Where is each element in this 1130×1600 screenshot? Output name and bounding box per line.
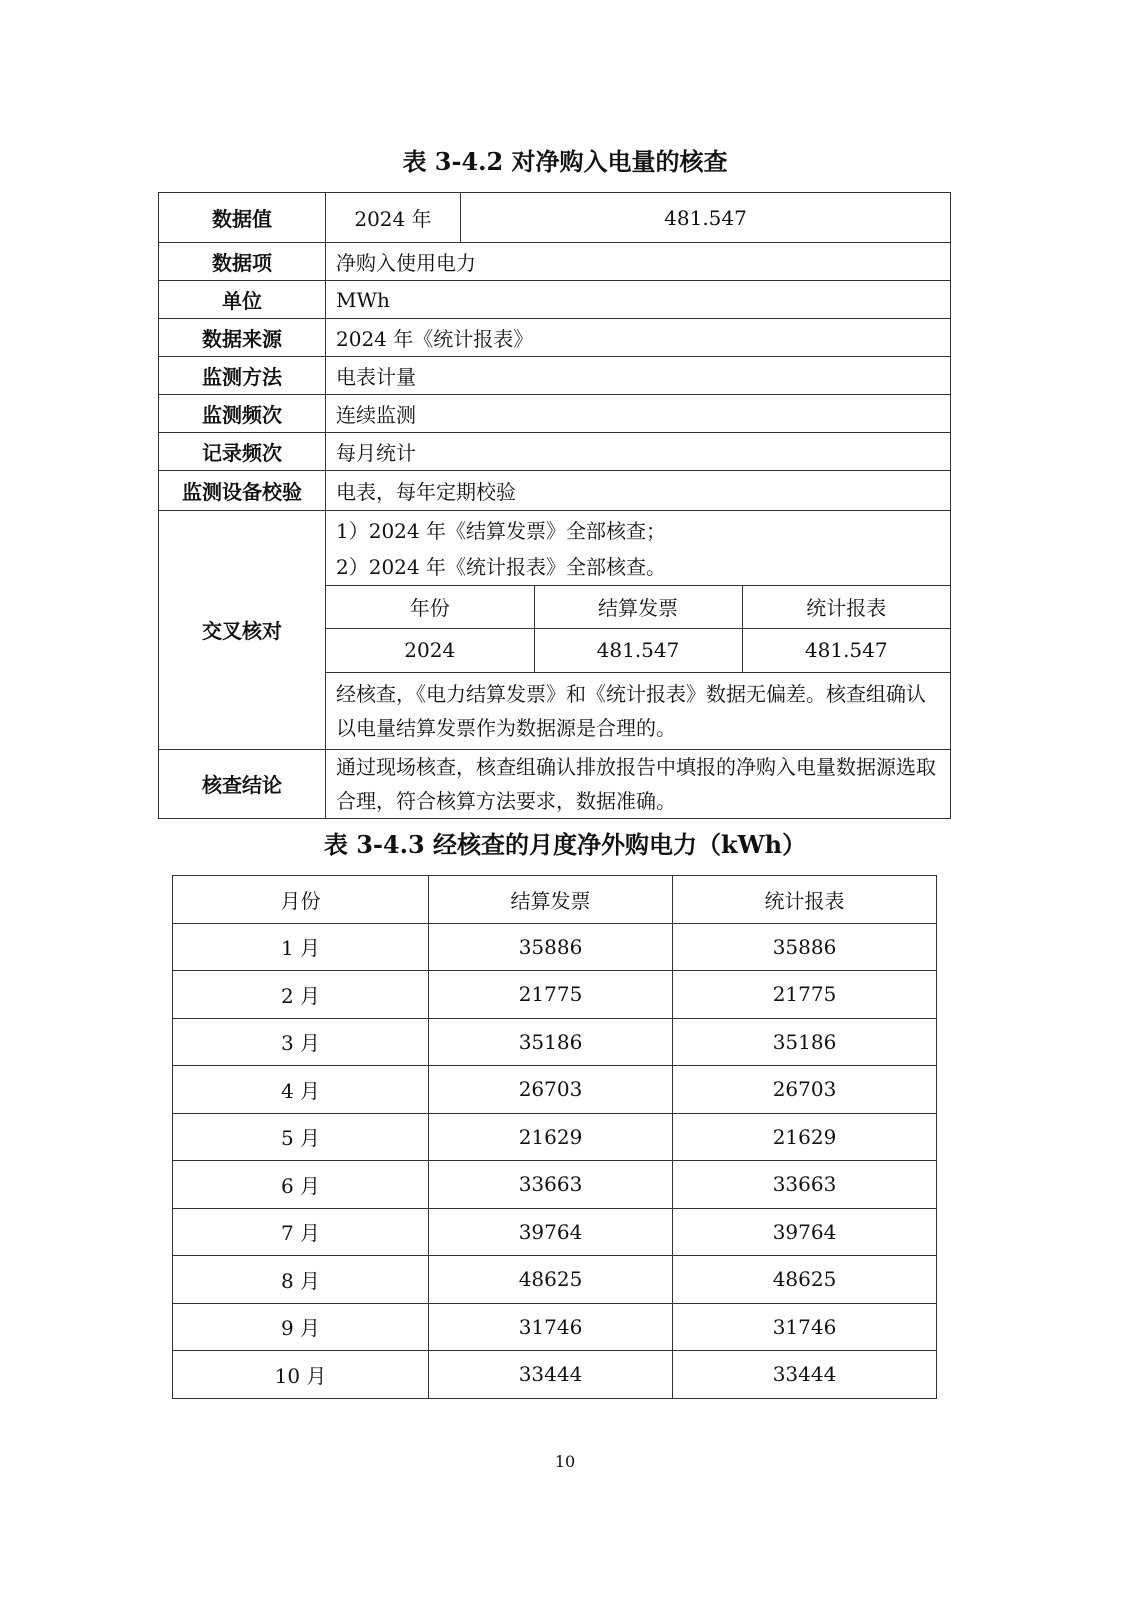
conclusion-value: 通过现场核查，核查组确认排放报告中填报的净购入电量数据源选取合理，符合核算方法要求，数据准确。 bbox=[326, 749, 951, 818]
page-number: 10 bbox=[554, 1452, 576, 1471]
row-frequency bbox=[159, 395, 951, 433]
invoice-cell: 39764 bbox=[429, 1208, 673, 1256]
row-calibration bbox=[159, 471, 951, 511]
table-row bbox=[173, 1256, 937, 1304]
month-cell: 7 月 bbox=[173, 1208, 429, 1256]
label-unit: 单位 bbox=[159, 281, 326, 319]
unit-value: MWh bbox=[326, 281, 951, 319]
row-data-item bbox=[159, 243, 951, 281]
label-calibration: 监测设备校验 bbox=[159, 471, 326, 511]
report-cell: 48625 bbox=[673, 1256, 937, 1304]
report-cell: 33663 bbox=[673, 1161, 937, 1209]
report-cell: 35886 bbox=[673, 923, 937, 971]
table-row bbox=[173, 1351, 937, 1399]
row-data-value bbox=[159, 193, 951, 243]
table2-caption: 表 3-4.3 经核查的月度净外购电力（kWh） bbox=[323, 830, 807, 859]
cross-check-header-row bbox=[326, 586, 950, 628]
month-cell: 2 月 bbox=[173, 971, 429, 1019]
cross-check-note: 经核查，《电力结算发票》和《统计报表》数据无偏差。核查组确认以电量结算发票作为数据源是合理的。 bbox=[336, 681, 926, 740]
report-cell: 39764 bbox=[673, 1208, 937, 1256]
data-value-number: 481.547 bbox=[461, 193, 951, 243]
table-row bbox=[173, 1303, 937, 1351]
row-method bbox=[159, 357, 951, 395]
row-record bbox=[159, 433, 951, 471]
month-cell: 6 月 bbox=[173, 1161, 429, 1209]
label-data-value: 数据值 bbox=[159, 193, 326, 243]
invoice-cell: 26703 bbox=[429, 1066, 673, 1114]
invoice-cell: 21629 bbox=[429, 1113, 673, 1161]
label-record: 记录频次 bbox=[159, 433, 326, 471]
table-row bbox=[173, 1161, 937, 1209]
cross-check-line1: 1）2024 年《结算发票》全部核查； bbox=[336, 519, 666, 543]
month-cell: 8 月 bbox=[173, 1256, 429, 1304]
row-cross-check bbox=[159, 511, 951, 750]
month-cell: 9 月 bbox=[173, 1303, 429, 1351]
invoice-cell: 33444 bbox=[429, 1351, 673, 1399]
cross-header-report: 统计报表 bbox=[742, 586, 950, 628]
month-cell: 5 月 bbox=[173, 1113, 429, 1161]
table-row bbox=[173, 971, 937, 1019]
cross-check-content bbox=[326, 511, 951, 750]
row-unit bbox=[159, 281, 951, 319]
report-cell: 35186 bbox=[673, 1018, 937, 1066]
label-conclusion: 核查结论 bbox=[159, 749, 326, 818]
net-purchase-check-table bbox=[158, 192, 951, 819]
record-value: 每月统计 bbox=[326, 433, 951, 471]
monthly-header-row bbox=[173, 876, 937, 924]
label-frequency: 监测频次 bbox=[159, 395, 326, 433]
invoice-cell: 35186 bbox=[429, 1018, 673, 1066]
label-data-item: 数据项 bbox=[159, 243, 326, 281]
cross-cell-invoice: 481.547 bbox=[534, 628, 742, 672]
frequency-value: 连续监测 bbox=[326, 395, 951, 433]
invoice-cell: 48625 bbox=[429, 1256, 673, 1304]
table1-caption: 表 3-4.2 对净购入电量的核查 bbox=[402, 147, 728, 176]
invoice-cell: 33663 bbox=[429, 1161, 673, 1209]
cross-check-subtable bbox=[326, 586, 950, 673]
invoice-cell: 35886 bbox=[429, 923, 673, 971]
report-cell: 26703 bbox=[673, 1066, 937, 1114]
row-conclusion bbox=[159, 749, 951, 818]
invoice-cell: 31746 bbox=[429, 1303, 673, 1351]
cross-header-year: 年份 bbox=[326, 586, 534, 628]
cross-cell-report: 481.547 bbox=[742, 628, 950, 672]
method-value: 电表计量 bbox=[326, 357, 951, 395]
month-cell: 1 月 bbox=[173, 923, 429, 971]
cross-check-data-row bbox=[326, 628, 950, 672]
report-cell: 21775 bbox=[673, 971, 937, 1019]
report-cell: 33444 bbox=[673, 1351, 937, 1399]
report-cell: 31746 bbox=[673, 1303, 937, 1351]
invoice-cell: 21775 bbox=[429, 971, 673, 1019]
label-source: 数据来源 bbox=[159, 319, 326, 357]
cross-cell-year: 2024 bbox=[326, 628, 534, 672]
monthly-electricity-table bbox=[172, 875, 937, 1399]
cross-check-line2: 2）2024 年《统计报表》全部核查。 bbox=[326, 549, 950, 586]
table-row bbox=[173, 923, 937, 971]
table-row bbox=[173, 1208, 937, 1256]
month-cell: 10 月 bbox=[173, 1351, 429, 1399]
table-row bbox=[173, 1066, 937, 1114]
data-value-year: 2024 年 bbox=[326, 193, 461, 243]
month-cell: 4 月 bbox=[173, 1066, 429, 1114]
label-cross-check: 交叉核对 bbox=[159, 511, 326, 750]
report-cell: 21629 bbox=[673, 1113, 937, 1161]
row-source bbox=[159, 319, 951, 357]
month-cell: 3 月 bbox=[173, 1018, 429, 1066]
label-method: 监测方法 bbox=[159, 357, 326, 395]
header-invoice: 结算发票 bbox=[429, 876, 673, 924]
header-report: 统计报表 bbox=[673, 876, 937, 924]
header-month: 月份 bbox=[173, 876, 429, 924]
calibration-value: 电表，每年定期校验 bbox=[326, 471, 951, 511]
table-row bbox=[173, 1018, 937, 1066]
data-item-value: 净购入使用电力 bbox=[326, 243, 951, 281]
cross-header-invoice: 结算发票 bbox=[534, 586, 742, 628]
table-row bbox=[173, 1113, 937, 1161]
source-value: 2024 年《统计报表》 bbox=[326, 319, 951, 357]
